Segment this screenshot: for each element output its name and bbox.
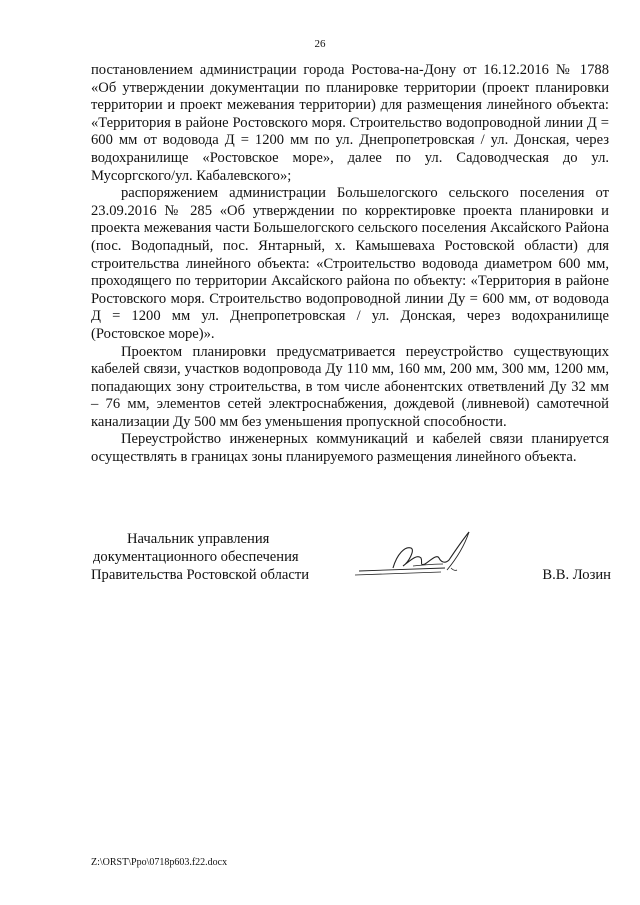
paragraph-planning-reconstruction: Проектом планировки предусматривается переустройство существующих кабелей связи, участков водопровода Ду 110 мм, 160 мм, 200 мм, 300 мм, 1200 мм, попадающих зону строительства, в том числе абонентских ответвлений Ду 32 мм – 76 мм, элементов сетей электроснабжения, дождевой (ливневой) самотечной канализации Ду 500 мм без уменьшения пропускной способности. — [91, 343, 609, 430]
footer-file-path: Z:\ORST\Ppo\0718p603.f22.docx — [91, 857, 228, 868]
paragraph-utilities-relocation: Переустройство инженерных коммуникаций и кабелей связи планируется осуществлять в границах зоны планируемого размещения линейного объекта. — [91, 431, 609, 466]
signatory-title-line-3: Правительства Ростовской области — [91, 567, 310, 583]
signatory-title-line-2: документационного обеспечения — [93, 549, 299, 565]
paragraph-resolution-rostov: постановлением администрации города Ростова-на-Дону от 16.12.2016 № 1788 «Об утверждении документации по планировке территории (проект планировки территории и проект межевания территории) для размещения линейного объекта: «Территория в районе Ростовского моря. Строительство водопроводной линии Д = 600 мм от водовода Д = 1200 мм по ул. Днепропетровская / ул. Донская, через водохранилище «Ростовское море», далее по ул. Садоводческая до ул. Мусоргского/ул. Кабалевского»; — [91, 62, 609, 184]
document-body — [91, 62, 609, 467]
handwritten-signature — [353, 524, 483, 584]
page-number: 26 — [314, 38, 326, 50]
paragraph-order-bolshelog: распоряжением администрации Большелогского сельского поселения от 23.09.2016 № 285 «Об утверждении по корректировке проекта планировки и проекта межевания части Большелогского сельского поселения Аксайского Района (пос. Водопадный, пос. Янтарный, х. Камышеваха Ростовской области) для строительства линейного объекта: «Строительство водовода диаметром 600 мм, проходящего по территории Аксайского района по объекту: «Территория в районе Ростовского моря. Строительство водопроводной линии Ду = 600 мм, от водовода Д = 1200 мм ул. Днепропетровская / ул. Донская, через водохранилище (Ростовское море)». — [91, 185, 609, 342]
signature-block — [91, 530, 611, 600]
signatory-title-line-1: Начальник управления — [127, 531, 270, 547]
signatory-name: В.В. Лозин — [542, 567, 611, 583]
signatory-title — [91, 530, 341, 584]
